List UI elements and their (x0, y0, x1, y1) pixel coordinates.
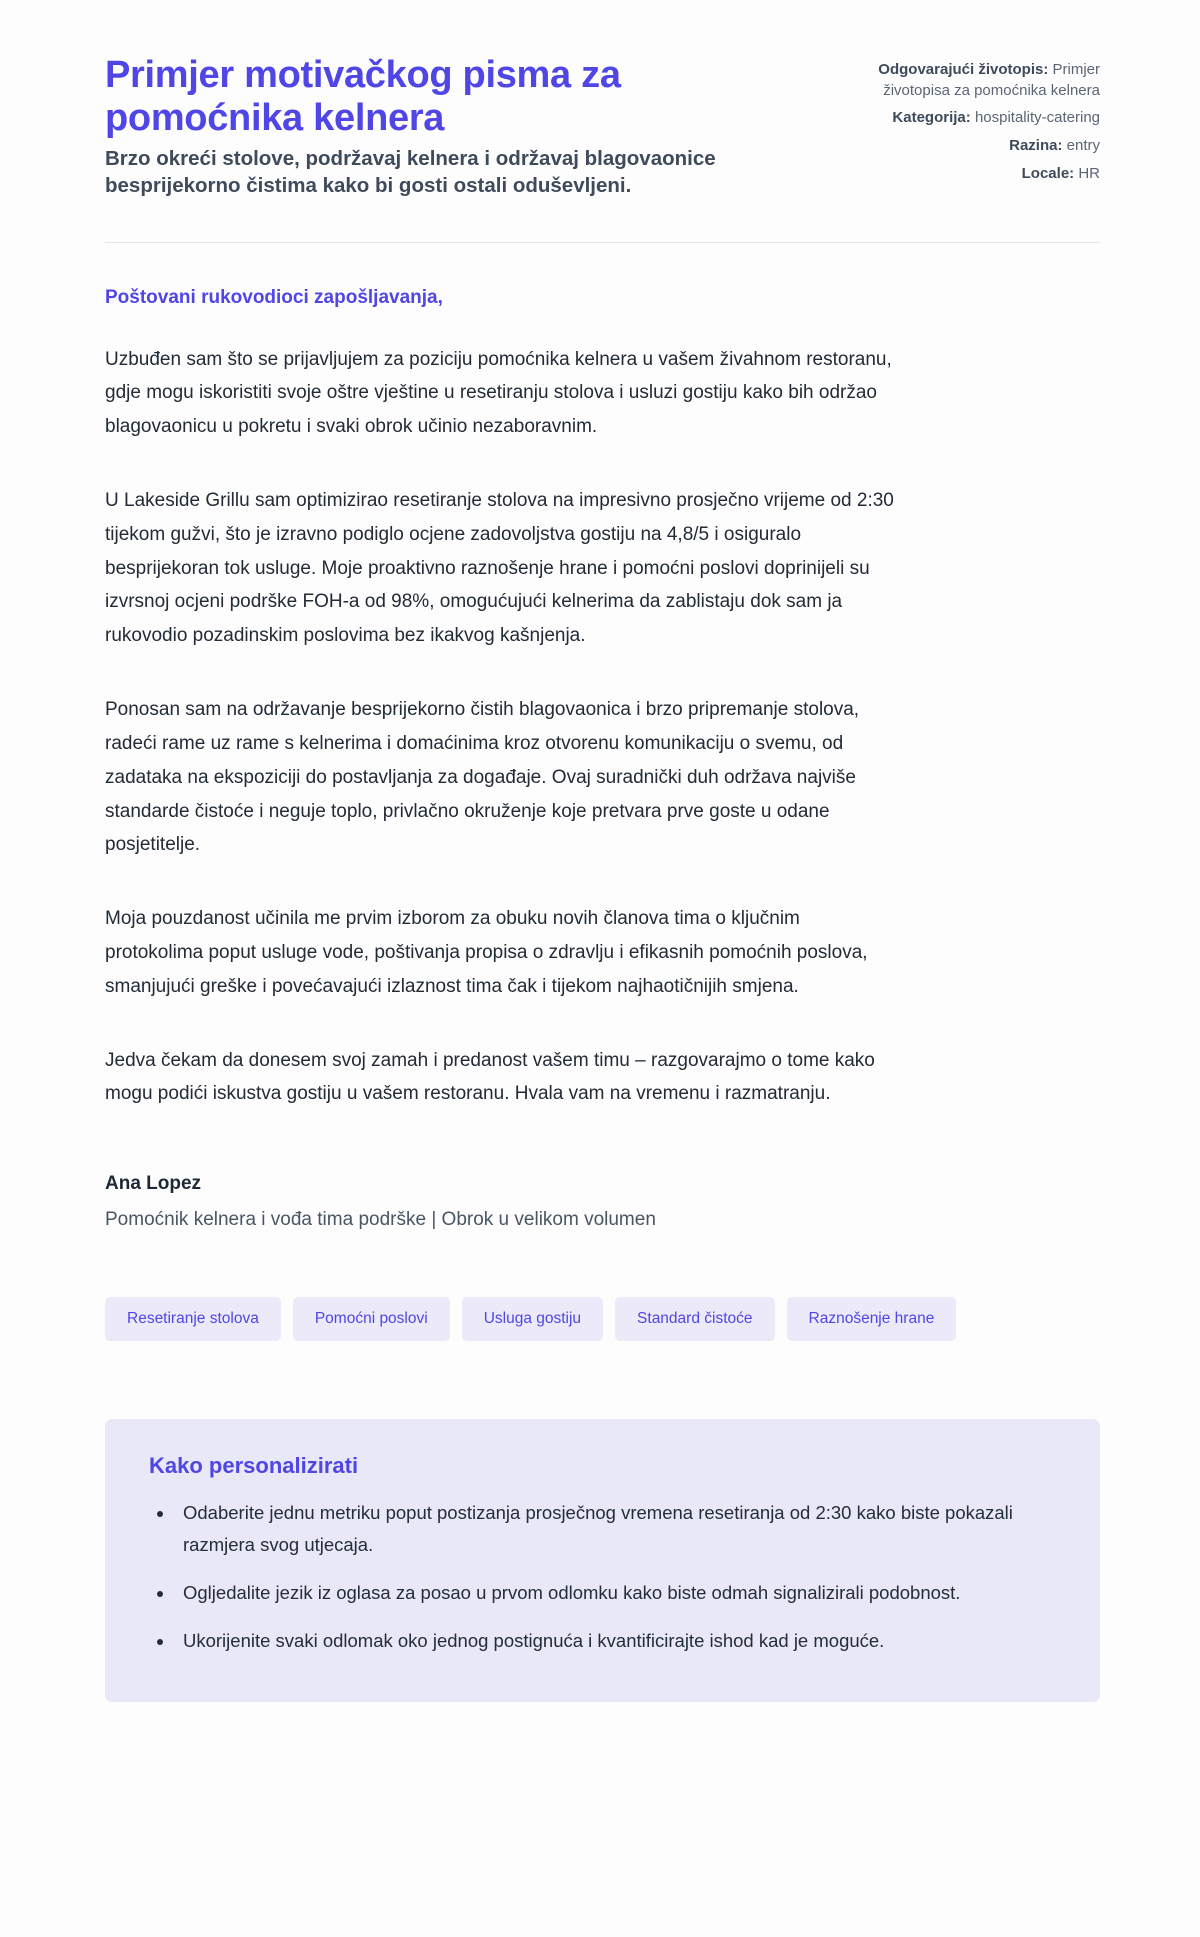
signature-role: Pomoćnik kelnera i vođa tima podrške | Obrok u velikom volumen (105, 1209, 656, 1231)
page-header (105, 40, 1100, 200)
meta-row-locale (870, 164, 1100, 185)
meta-label: Razina: (1009, 137, 1063, 155)
tag-chip[interactable]: Standard čistoće (615, 1297, 774, 1341)
tag-chip[interactable]: Raznošenje hrane (787, 1297, 957, 1341)
page-subtitle: Brzo okreći stolove, podržavaj kelnera i održavaj blagovaonice besprijekorno čistima kako bi gosti ostali oduševljeni. (105, 147, 716, 198)
list-item: • Odaberite jednu metriku poput postizanja prosječnog vremena resetiranja od 2:30 kako biste pokazali razmjera svog utjecaja. (175, 1497, 1056, 1561)
letter-salutation: Poštovani rukovodioci zapošljavanja, (105, 286, 443, 308)
letter-paragraph: Jedva čekam da donesem svoj zamah i predanost vašem timu – razgovarajmo o tome kako mogu podići iskustva gostiju u vašem restoranu. Hvala vam na vremenu i razmatranju. (105, 1049, 875, 1105)
letter-signature (105, 1173, 1100, 1231)
meta-value: entry (1066, 137, 1100, 155)
meta-row-level (870, 136, 1100, 157)
meta-label: Locale: (1021, 164, 1075, 182)
letter-body (105, 243, 1100, 1112)
personalize-callout (105, 1419, 1100, 1702)
tag-chip[interactable]: Usluga gostiju (462, 1297, 603, 1341)
meta-row-matching-resume (870, 60, 1100, 101)
meta-value: HR (1078, 164, 1100, 182)
meta-row-category (870, 108, 1100, 129)
meta-label: Odgovarajući životopis: (878, 61, 1049, 78)
letter-paragraph: U Lakeside Grillu sam optimizirao resetiranje stolova na impresivno prosječno vrijeme od 2:30 tijekom gužvi, što je izravno podiglo ocjene zadovoljstva gostiju na 4,8/5 i osiguralo besprijekoran tok usluge. Moje proaktivno raznošenje hrane i pomoćni poslovi doprinijeli su izvrsnoj ocjeni podrške FOH-a od 98%, omogućujući kelnerima da zablistaju dok sam ja rukovodio pozadinskim poslovima bez ikakvog kašnjenja. (105, 490, 894, 647)
letter-paragraph: Ponosan sam na održavanje besprijekorno čistih blagovaonica i brzo pripremanje stolova, radeći rame uz rame s kelnerima i domaćinima kroz otvorenu komunikaciju o svemu, od zadataka na ekspoziciji do postavljanja za događaje. Ovaj suradnički duh održava najviše standarde čistoće i neguje toplo, privlačno okruženje koje pretvara prve goste u odane posjetitelje. (105, 699, 860, 856)
document-metadata (870, 54, 1100, 184)
letter-paragraph: Uzbuđen sam što se prijavljujem za poziciju pomoćnika kelnera u vašem živahnom restoranu, gdje mogu iskoristiti svoje oštre vještine u resetiranju stolova i usluzi gostiju kako bih održao blagovaonicu u pokretu i svaki obrok učinio nezaboravnim. (105, 348, 892, 438)
callout-list (149, 1497, 1056, 1656)
tag-chip[interactable]: Resetiranje stolova (105, 1297, 281, 1341)
meta-value: Primjer životopisa za pomoćnika kelnera (883, 61, 1100, 99)
list-item: • Ogljedalite jezik iz oglasa za posao u prvom odlomku kako biste odmah signalizirali podobnost. (175, 1577, 1056, 1609)
tag-chip[interactable]: Pomoćni poslovi (293, 1297, 450, 1341)
page-title: Primjer motivačkog pisma za pomoćnika kelnera (105, 54, 621, 139)
signature-name: Ana Lopez (105, 1173, 202, 1195)
meta-value: hospitality-catering (974, 109, 1100, 127)
tag-list (105, 1297, 1100, 1341)
list-item: • Ukorijenite svaki odlomak oko jednog postignuća i kvantificirajte ishod kad je moguće. (175, 1625, 1056, 1657)
header-title-block (105, 54, 745, 200)
meta-label: Kategorija: (892, 109, 971, 127)
letter-paragraph: Moja pouzdanost učinila me prvim izborom za obuku novih članova tima o ključnim protokolima poput usluge vode, poštivanja propisa o zdravlju i efikasnih pomoćnih poslova, smanjujući greške i povećavajući izlaznost tima čak i tijekom najhaotičnijih smjena. (105, 908, 868, 997)
callout-title: Kako personalizirati (149, 1453, 359, 1479)
